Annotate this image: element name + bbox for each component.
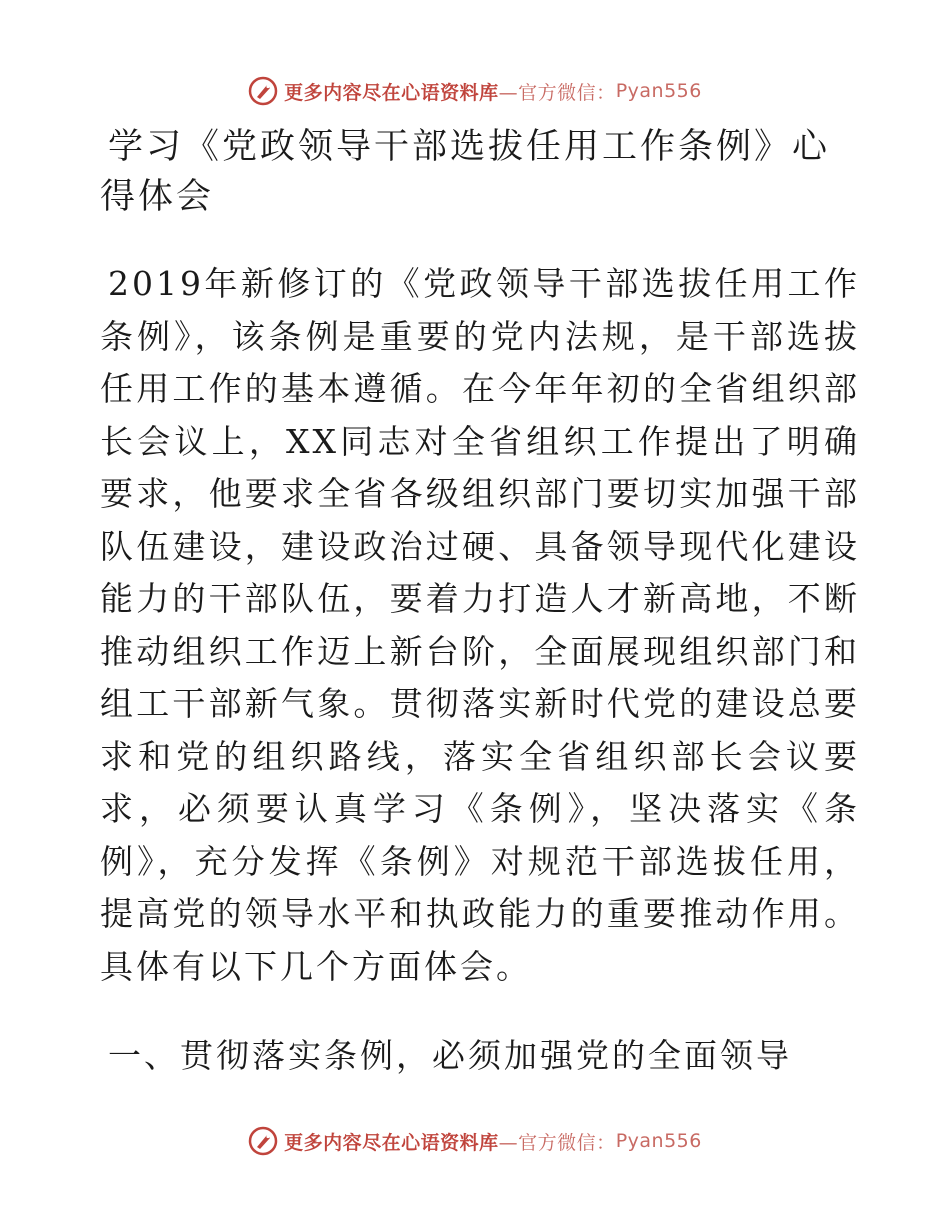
watermark-wechat-id: Pyan556: [615, 80, 702, 102]
pen-nib-logo-icon: [248, 1126, 278, 1156]
watermark-wechat-id: Pyan556: [615, 1130, 702, 1152]
pen-nib-logo-icon: [248, 76, 278, 106]
body-paragraph: 2019年新修订的《党政领导干部选拔任用工作条例》，该条例是重要的党内法规，是干部选拔任用工作的基本遵循。在今年年初的全省组织部长会议上，XX同志对全省组织工作提出了明确要求，他要求全省各级组织部门要切实加强干部队伍建设，建设政治过硬、具备领导现代化建设能力的干部队伍，要着力打造人才新高地，不断推动组织工作迈上新台阶，全面展现组织部门和组工干部新气象。贯彻落实新时代党的建设总要求和党的组织路线，落实全省组织部长会议要求，必须要认真学习《条例》，坚决落实《条例》，充分发挥《条例》对规范干部选拔任用，提高党的领导水平和执政能力的重要推动作用。具体有以下几个方面体会。: [100, 264, 860, 986]
watermark-text: 更多内容尽在心语资料库: [284, 81, 499, 104]
document-title: 学习《党政领导干部选拔任用工作条例》心得体会: [100, 127, 831, 217]
section-heading: 一、贯彻落实条例，必须加强党的全面领导: [108, 1036, 792, 1075]
watermark-separator: —官方微信：: [498, 81, 616, 104]
watermark-text: 更多内容尽在心语资料库: [284, 1131, 499, 1154]
watermark-separator: —官方微信：: [498, 1131, 616, 1154]
footer-watermark: [0, 1124, 950, 1158]
header-watermark: [0, 74, 950, 108]
